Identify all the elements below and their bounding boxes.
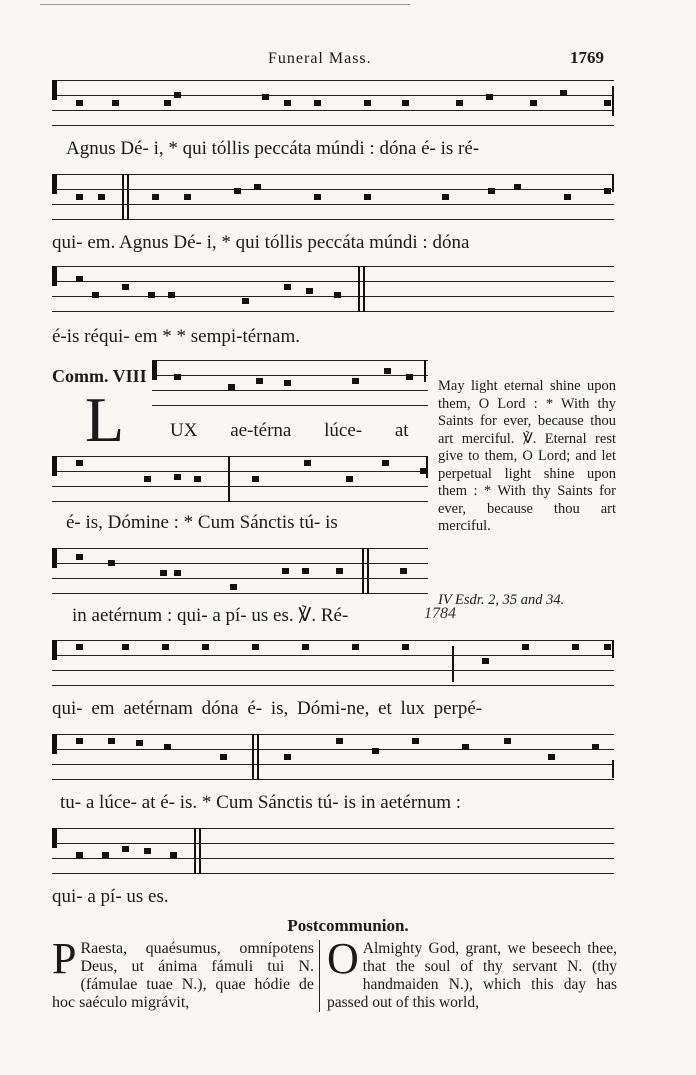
lyric-line-3: é-is réqui- em * * sempi-térnam. xyxy=(52,326,300,347)
chant-staff-9 xyxy=(52,828,614,874)
latin-initial: P xyxy=(52,934,77,983)
page-number: 1769 xyxy=(570,48,604,67)
do-clef-icon xyxy=(52,80,57,100)
chant-staff-3 xyxy=(52,266,614,312)
english-translation: May light eternal shine upon them, O Lord : * With thy Saints for ever, because thou art merciful. ℣. Eternal rest give to them, O Lord; and let perpetual light shine upon them : * With thy Saints for ever, because thou art merciful. xyxy=(438,378,616,534)
lyric-line-8: tu- a lúce- at é- is. * Cum Sánctis tú- is in aetérnum : xyxy=(60,792,462,813)
lyric-line-2: qui- em. Agnus Dé- i, * qui tóllis peccáta múndi : dóna xyxy=(52,232,470,253)
chant-staff-6 xyxy=(52,548,428,594)
chant-staff-1 xyxy=(52,80,614,126)
lyric-line-6: in aetérnum : qui- a pí- us es. ℣. Ré- xyxy=(72,605,349,626)
do-clef-icon xyxy=(52,734,57,754)
lyric-line-4: UX ae-térna lúce- at xyxy=(170,420,409,441)
handwritten-annotation: 1784 xyxy=(424,605,456,622)
do-clef-icon xyxy=(52,456,57,476)
chant-staff-8 xyxy=(52,734,614,780)
do-clef-icon xyxy=(52,640,57,660)
do-clef-icon xyxy=(52,266,57,286)
chant-staff-2 xyxy=(52,174,614,220)
latin-prayer-text: Raesta, quaésumus, omnípotens Deus, ut ánima fámuli tui N. (fámulae tuae N.), quae hódie de hoc saéculo migrávit, xyxy=(52,940,314,1011)
english-initial: O xyxy=(327,934,359,983)
top-rule xyxy=(40,4,410,5)
drop-cap-initial: L xyxy=(85,384,125,455)
english-prayer-text: Almighty God, grant, we beseech thee, that the soul of thy servant N. (thy handmaiden N.), which this day has passed out of this world, xyxy=(327,940,617,1011)
scripture-reference: IV Esdr. 2, 35 and 34. xyxy=(438,592,565,608)
english-prayer xyxy=(327,934,617,1012)
chant-staff-7 xyxy=(52,640,614,686)
lyric-line-5: é- is, Dómine : * Cum Sánctis tú- is xyxy=(66,512,338,533)
communion-label: Comm. VIII xyxy=(52,366,147,386)
chant-staff-4 xyxy=(152,360,428,406)
lyric-line-7: qui- em aetérnam dóna é- is, Dómi-ne, et lux perpé- xyxy=(52,698,483,719)
lyric-line-1: Agnus Dé- i, * qui tóllis peccáta múndi : dóna é- is ré- xyxy=(66,138,480,159)
do-clef-icon xyxy=(52,174,57,194)
do-clef-icon xyxy=(152,360,157,380)
latin-prayer xyxy=(52,934,314,1012)
running-header: Funeral Mass. xyxy=(268,50,372,67)
postcommunion-heading: Postcommunion. xyxy=(287,916,409,935)
chant-staff-5 xyxy=(52,456,428,502)
column-divider xyxy=(319,940,320,1012)
lyric-line-9: qui- a pí- us es. xyxy=(52,886,169,907)
do-clef-icon xyxy=(52,828,57,848)
do-clef-icon xyxy=(52,548,57,568)
